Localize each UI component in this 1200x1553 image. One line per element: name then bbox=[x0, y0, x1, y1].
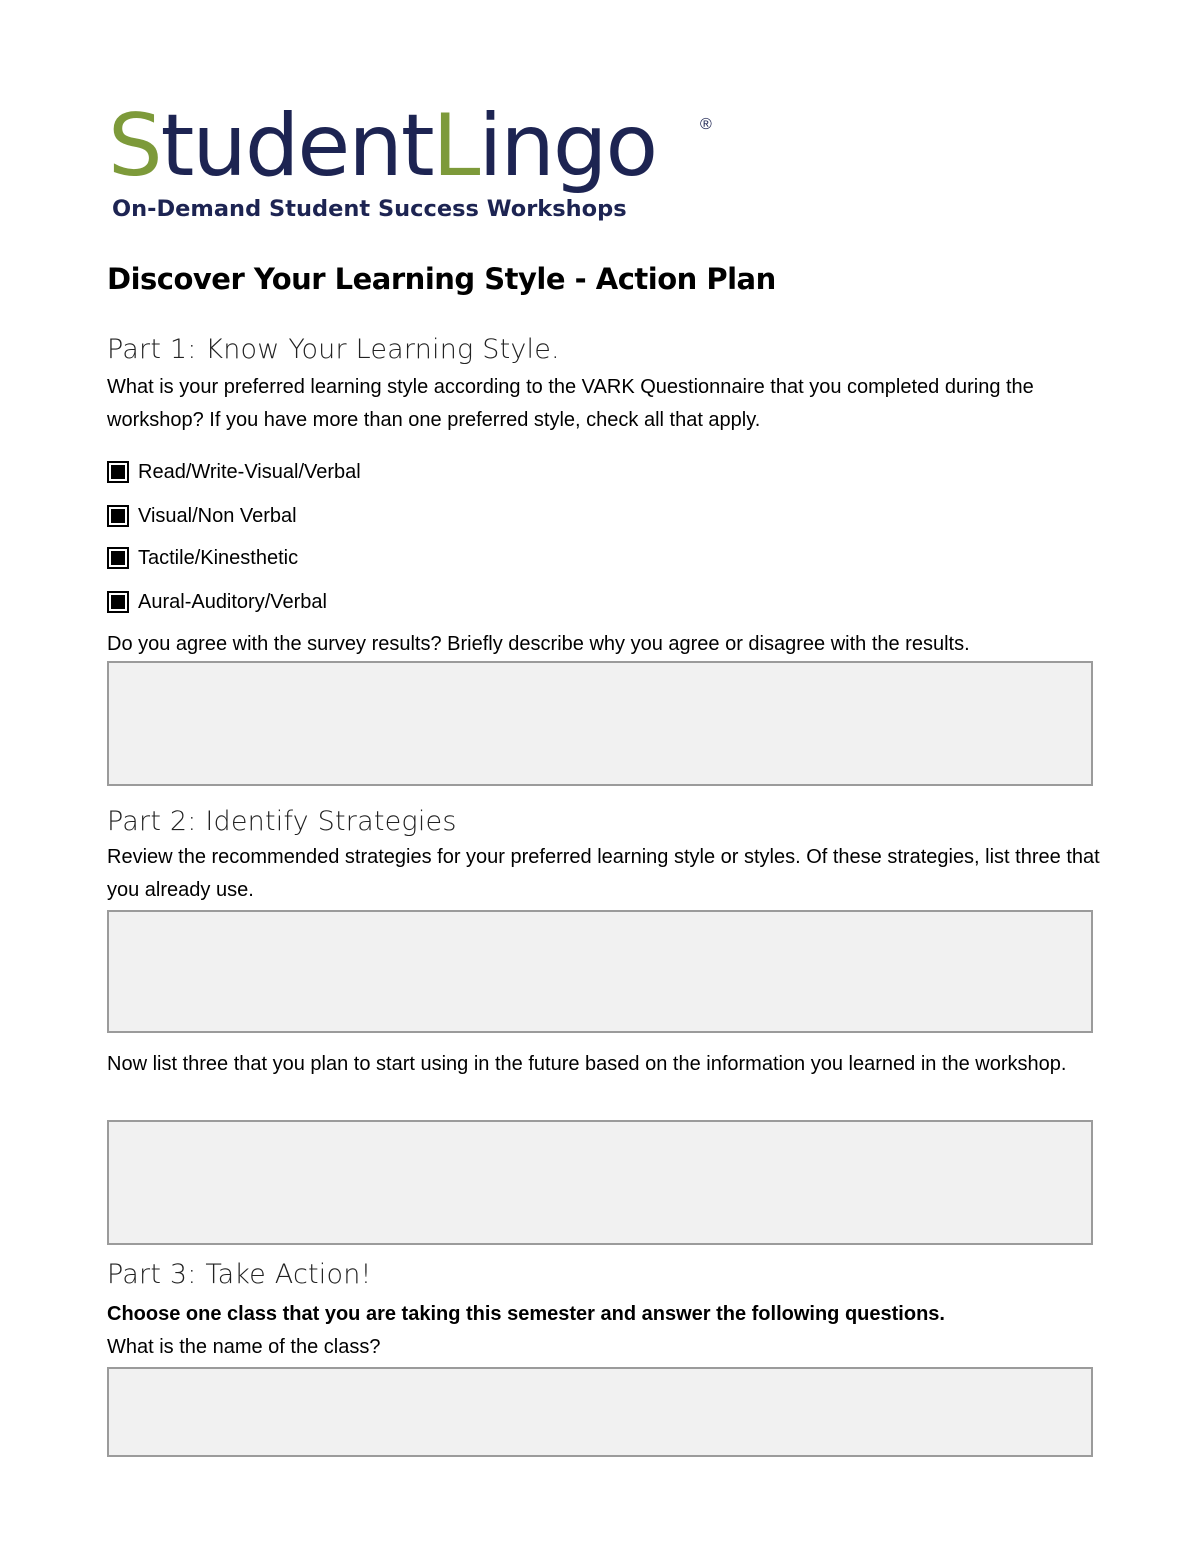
option-tactile[interactable] bbox=[107, 544, 298, 572]
logo-tagline: On-Demand Student Success Workshops bbox=[112, 196, 627, 222]
part3-heading: Part 3: Take Action! bbox=[107, 1259, 372, 1290]
option-label: Visual/Non Verbal bbox=[138, 504, 297, 527]
logo-wordmark: StudentLingo bbox=[108, 96, 657, 196]
checkbox[interactable] bbox=[107, 461, 129, 483]
part2-heading: Part 2: Identify Strategies bbox=[107, 806, 457, 837]
checkbox[interactable] bbox=[107, 505, 129, 527]
class-name-answer-field[interactable] bbox=[107, 1367, 1093, 1457]
part1-prompt: What is your preferred learning style according to the VARK Questionnaire that you completed during the workshop? If you have more than one preferred style, check all that apply. bbox=[107, 376, 1034, 431]
part2-prompt: Review the recommended strategies for your preferred learning style or styles. Of these strategies, list three that you already use. bbox=[107, 846, 1100, 901]
survey-results-answer-field[interactable] bbox=[107, 661, 1093, 786]
part1-question: Do you agree with the survey results? Briefly describe why you agree or disagree with the results. bbox=[107, 633, 970, 655]
part3-question: What is the name of the class? bbox=[107, 1336, 381, 1358]
current-strategies-answer-field[interactable] bbox=[107, 910, 1093, 1033]
part2-prompt-future: Now list three that you plan to start using in the future based on the information you learned in the workshop. bbox=[107, 1053, 1067, 1075]
option-label: Tactile/Kinesthetic bbox=[138, 546, 299, 569]
future-strategies-answer-field[interactable] bbox=[107, 1120, 1093, 1245]
registered-mark: ® bbox=[700, 116, 712, 133]
option-label: Read/Write-Visual/Verbal bbox=[138, 460, 361, 483]
checkbox[interactable] bbox=[107, 591, 129, 613]
studentlingo-logo bbox=[108, 96, 728, 236]
option-visual-nonverbal[interactable] bbox=[107, 502, 297, 530]
option-aural[interactable] bbox=[107, 588, 327, 616]
option-read-write[interactable] bbox=[107, 458, 361, 486]
part1-heading: Part 1: Know Your Learning Style. bbox=[107, 334, 560, 365]
option-label: Aural-Auditory/Verbal bbox=[138, 590, 327, 613]
part3-instruction: Choose one class that you are taking this semester and answer the following questions. bbox=[107, 1303, 945, 1325]
page-title: Discover Your Learning Style - Action Plan bbox=[107, 262, 776, 296]
checkbox[interactable] bbox=[107, 547, 129, 569]
